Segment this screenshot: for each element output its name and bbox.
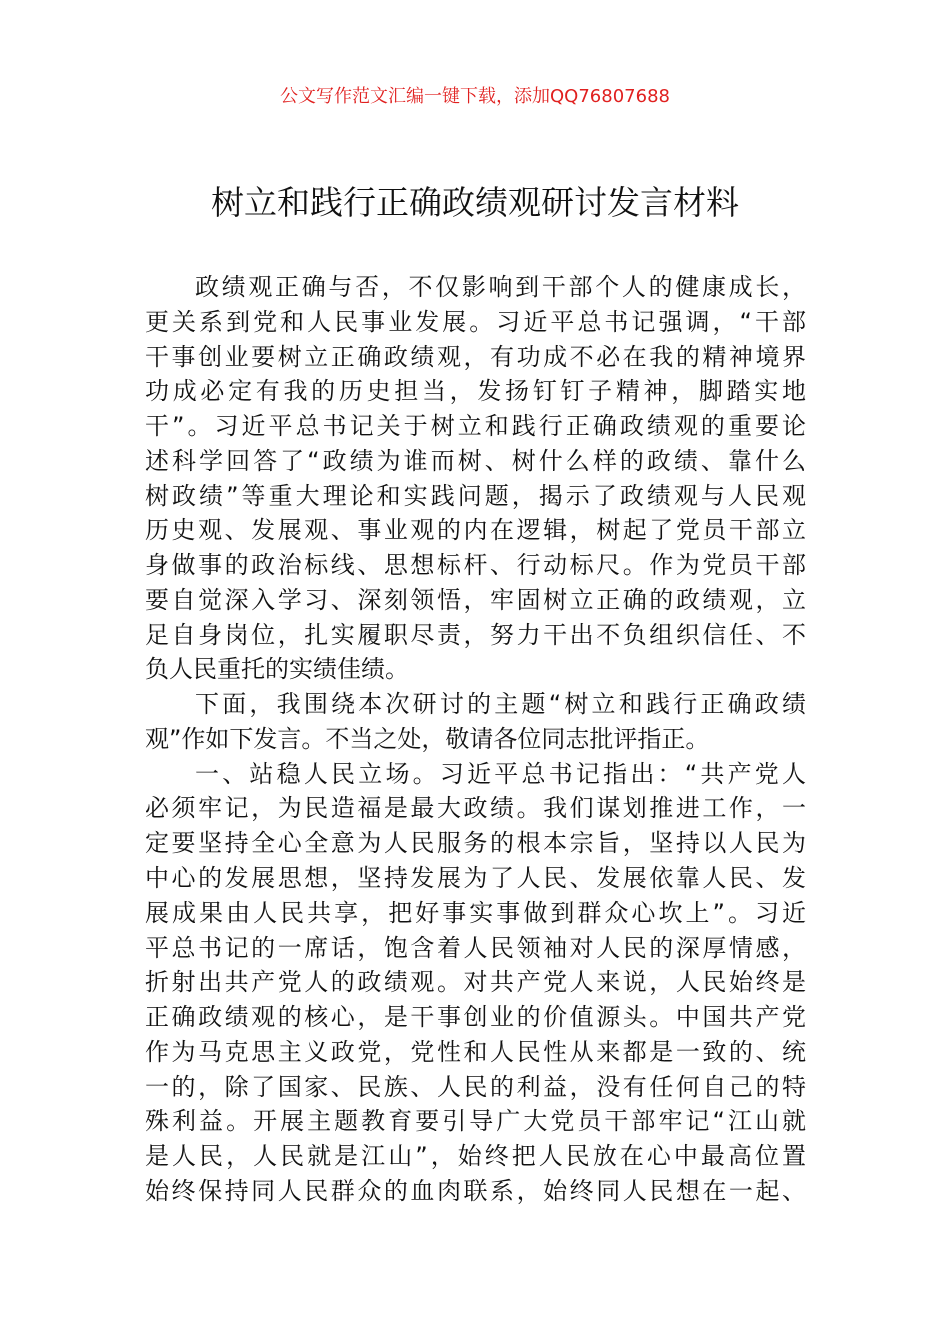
text-line: 负人民重托的实绩佳绩。 (145, 655, 409, 684)
text-line: 中心的发展思想，坚持发展为了人民、发展依靠人民、发 (145, 864, 806, 893)
text-line: 述科学回答了“政绩为谁而树、树什么样的政绩、靠什么 (145, 446, 806, 475)
text-line: 定要坚持全心全意为人民服务的根本宗旨，坚持以人民为 (145, 829, 806, 858)
text-line: 干”。习近平总书记关于树立和践行正确政绩观的重要论 (145, 412, 806, 441)
text-line: 政绩观正确与否，不仅影响到干部个人的健康成长， (195, 273, 806, 301)
paragraph (145, 757, 806, 1209)
text-line: 是人民，人民就是江山”，始终把人民放在心中最高位置 (145, 1142, 806, 1171)
text-line: 干事创业要树立正确政绩观，有功成不必在我的精神境界 (145, 342, 806, 371)
text-line: 足自身岗位，扎实履职尽责，努力干出不负组织信任、不 (145, 620, 806, 649)
text-line: 树政绩”等重大理论和实践问题，揭示了政绩观与人民观 (145, 481, 806, 510)
text-line: 正确政绩观的核心，是干事创业的价值源头。中国共产党 (145, 1003, 806, 1032)
text-line: 展成果由人民共享，把好事实事做到群众心坎上”。习近 (145, 898, 806, 927)
text-line: 下面，我围绕本次研讨的主题“树立和践行正确政绩 (195, 690, 806, 719)
text-line: 始终保持同人民群众的血肉联系，始终同人民想在一起、 (145, 1176, 806, 1205)
text-line: 要自觉深入学习、深刻领悟，牢固树立正确的政绩观，立 (145, 585, 806, 614)
text-line: 必须牢记，为民造福是最大政绩。我们谋划推进工作，一 (145, 794, 806, 823)
paragraph (145, 270, 806, 687)
paragraph (145, 687, 806, 757)
text-line: 更关系到党和人民事业发展。习近平总书记强调，“干部 (145, 307, 806, 336)
text-line: 折射出共产党人的政绩观。对共产党人来说，人民始终是 (145, 968, 806, 997)
text-line: 功成必定有我的历史担当，发扬钉钉子精神，脚踏实地 (145, 377, 806, 406)
text-line: 一、站稳人民立场。习近平总书记指出：“共产党人 (195, 759, 806, 788)
text-line: 身做事的政治标线、思想标杆、行动标尺。作为党员干部 (145, 551, 806, 580)
document-title: 树立和践行正确政绩观研讨发言材料 (211, 183, 739, 222)
download-watermark-header: 公文写作范文汇编一键下载，添加QQ76807688 (280, 86, 670, 107)
document-body (145, 270, 806, 1209)
text-line: 平总书记的一席话，饱含着人民领袖对人民的深厚情感， (145, 933, 806, 962)
text-line: 殊利益。开展主题教育要引导广大党员干部牢记“江山就 (145, 1107, 806, 1136)
text-line: 作为马克思主义政党，党性和人民性从来都是一致的、统 (145, 1037, 806, 1066)
text-line: 一的，除了国家、民族、人民的利益，没有任何自己的特 (145, 1072, 806, 1101)
text-line: 观”作如下发言。不当之处，敬请各位同志批评指正。 (145, 724, 710, 753)
text-line: 历史观、发展观、事业观的内在逻辑，树起了党员干部立 (145, 516, 806, 545)
